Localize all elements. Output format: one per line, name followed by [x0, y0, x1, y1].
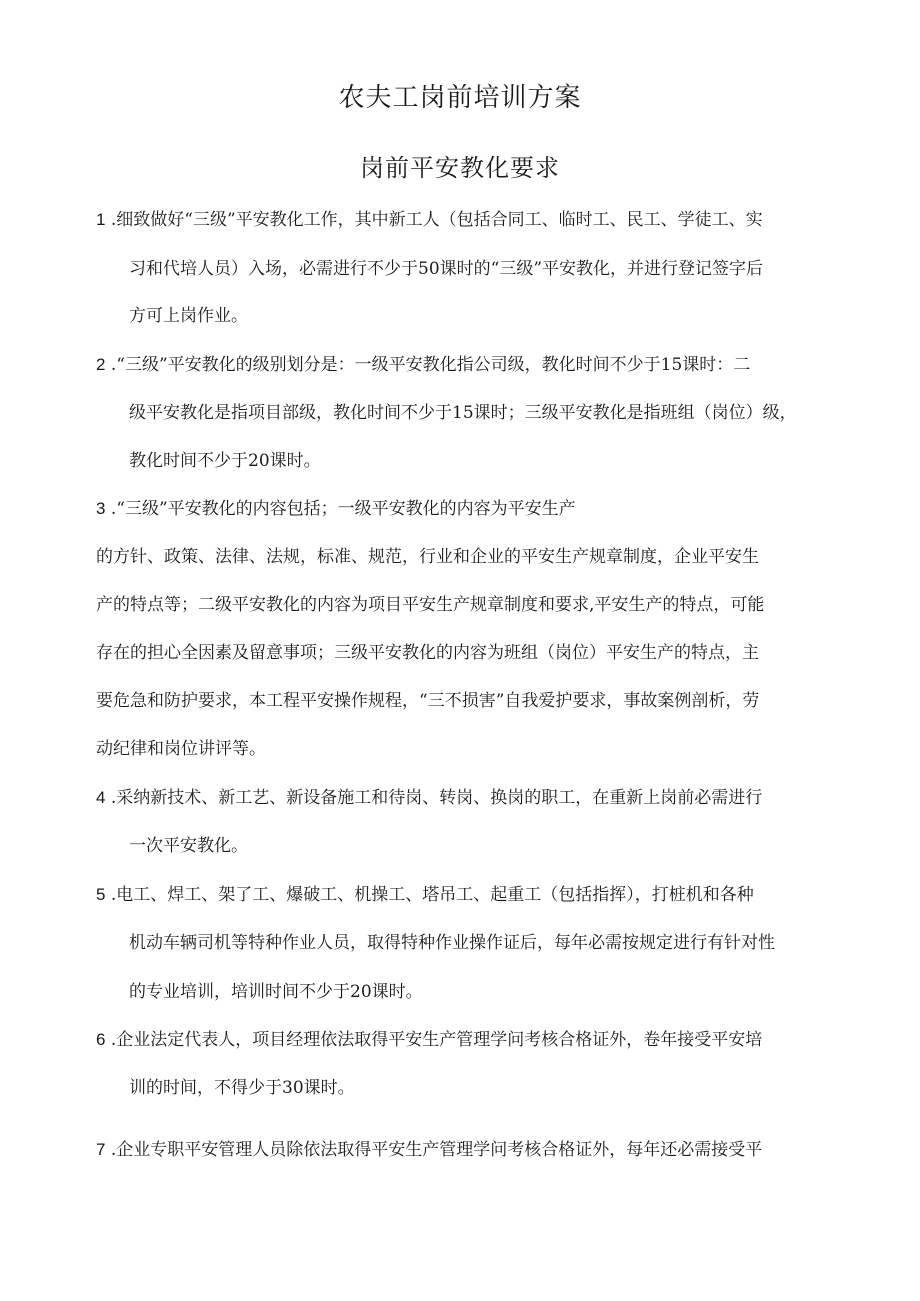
item-number: 7: [96, 1140, 106, 1159]
item-3-line-2: 的方针、政策、法律、法规，标准、规范，行业和企业的平安生产规章制度，企业平安生: [96, 547, 759, 567]
item-text: .企业专职平安管理人员除依法取得平安生产管理学问考核合格证外，每年还必需接受平: [110, 1140, 763, 1160]
item-3-line-4: 存在的担心全因素及留意事项；三级平安教化的内容为班组（岗位）平安生产的特点，主: [96, 643, 759, 663]
item-2-line-2: 级平安教化是指项目部级，教化时间不少于15课时；三级平安教化是指班组（岗位）级，: [129, 403, 797, 423]
item-1-line-1: [96, 206, 763, 234]
item-4-line-2: 一次平安教化。: [129, 836, 248, 856]
item-number: 5: [96, 885, 106, 904]
item-6-line-2: 训的时间，不得少于30课时。: [129, 1078, 355, 1098]
item-number: 3: [96, 499, 106, 518]
item-text: .电工、焊工、架了工、爆破工、机操工、塔吊工、起重工（包括指挥），打桩机和各种: [110, 885, 754, 905]
item-5-line-2: 机动车辆司机等特种作业人员，取得特种作业操作证后，每年必需按规定进行有针对性: [129, 933, 775, 953]
item-7-line-1: [96, 1136, 762, 1164]
item-4-line-1: [96, 784, 762, 812]
item-2-line-1: [96, 351, 750, 379]
item-1-line-2: 习和代培人员）入场，必需进行不少于50课时的“三级”平安教化，并进行登记签字后: [129, 259, 764, 279]
item-text: .细致做好“三级”平安教化工作，其中新工人（包括合同工、临时工、民工、学徒工、实: [110, 210, 763, 230]
item-5-line-3: 的专业培训，培训时间不少于20课时。: [129, 982, 423, 1002]
item-3-line-6: 动纪律和岗位讲评等。: [96, 739, 266, 759]
item-text: .“三级”平安教化的内容包括；一级平安教化的内容为平安生产: [110, 499, 576, 519]
item-number: 6: [96, 1030, 106, 1049]
item-1-line-3: 方可上岗作业。: [129, 306, 248, 326]
item-5-line-1: [96, 881, 754, 909]
item-3-line-5: 要危急和防护要求，本工程平安操作规程，“三不损害”自我爱护要求，事故案例剖析，劳: [96, 691, 760, 711]
item-text: .企业法定代表人，项目经理依法取得平安生产管理学问考核合格证外，卷年接受平安培: [110, 1030, 763, 1050]
section-heading: 岗前平安教化要求: [360, 154, 560, 182]
item-number: 1: [96, 210, 106, 229]
item-3-line-3: 产的特点等；二级平安教化的内容为项目平安生产规章制度和要求,平安生产的特点，可能: [96, 595, 765, 615]
document-title: 农夫工岗前培训方案: [338, 83, 582, 113]
item-text: .采纳新技术、新工艺、新设备施工和待岗、转岗、换岗的职工，在重新上岗前必需进行: [110, 788, 763, 808]
item-6-line-1: [96, 1026, 762, 1054]
item-number: 4: [96, 788, 106, 807]
item-text: .“三级”平安教化的级别划分是：一级平安教化指公司级，教化时间不少于15课时：二: [110, 355, 751, 375]
item-2-line-3: 教化时间不少于20课时。: [129, 451, 321, 471]
item-3-line-1: [96, 495, 576, 523]
item-number: 2: [96, 355, 106, 374]
